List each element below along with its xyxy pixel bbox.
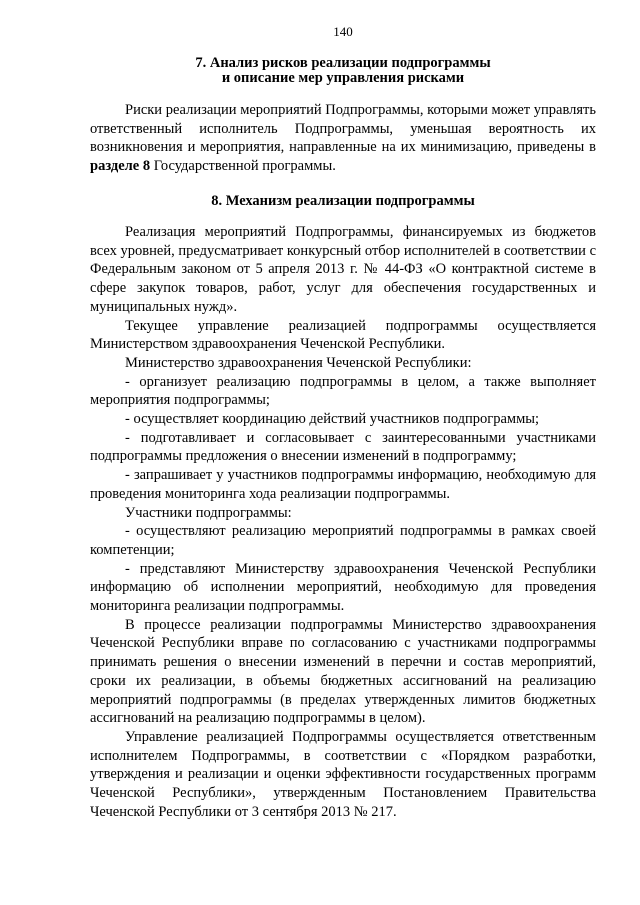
- list-item: - организует реализацию подпрограммы в целом, а также выполняет мероприятия подпрограммы;: [90, 373, 596, 409]
- paragraph: Участники подпрограммы:: [125, 504, 292, 521]
- paragraph: Министерство здравоохранения Чеченской Республики:: [125, 354, 472, 371]
- risks-paragraph: [90, 101, 596, 176]
- list-item: - представляют Министерству здравоохранения Чеченской Республики информацию об исполнении мероприятий, необходимую для проведения мониторинга реализации подпрограммы.: [90, 560, 596, 615]
- section-8-body: [90, 223, 596, 822]
- list-item: - осуществляют реализацию мероприятий подпрограммы в рамках своей компетенции;: [90, 523, 596, 558]
- section-7-title-line-2: и описание мер управления рисками: [221, 70, 465, 86]
- section-7-body: [90, 101, 596, 176]
- section-7-heading: [90, 56, 596, 86]
- risks-text-end: Государственной программы.: [150, 158, 336, 175]
- section-reference: разделе 8: [90, 158, 151, 175]
- paragraph: Реализация мероприятий Подпрограммы, финансируемых из бюджетов всех уровней, предусматривает конкурсный отбор исполнителей в соответствии с Федеральным законом от 5 апреля 2013 г. № 44-ФЗ «О контрактной системе в сфере закупок товаров, работ, услуг для обеспечения государственных и муниципальных нужд».: [90, 224, 596, 315]
- section-8-title: 8. Механизм реализации подпрограммы: [211, 193, 475, 209]
- paragraph: Управление реализацией Подпрограммы осуществляется ответственным исполнителем Подпрограммы, в соответствии с «Порядком разработки, утверждения и реализации и оценки эффективности государственных программ Чеченской Республики», утвержденным Постановлением Правительства Чеченской Республики от 3 сентября 2013 № 217.: [90, 728, 596, 820]
- list-item: - осуществляет координацию действий участников подпрограммы;: [125, 411, 540, 428]
- risks-text-start: Риски реализации мероприятий Подпрограммы, которыми может управлять ответственный исполнитель Подпрограммы, уменьшая вероятность их возникновения и мероприятия, направленные на их минимизацию, приведены в: [90, 102, 596, 156]
- paragraph: Текущее управление реализацией подпрограммы осуществляется Министерством здравоохранения Чеченской Республики.: [90, 317, 596, 353]
- list-item: - запрашивает у участников подпрограммы информацию, необходимую для проведения мониторинга хода реализации подпрограммы.: [90, 467, 596, 502]
- section-8-heading: [90, 194, 596, 209]
- page-number: 140: [333, 24, 353, 39]
- paragraph: В процессе реализации подпрограммы Министерство здравоохранения Чеченской Республики вправе по согласованию с участниками подпрограммы принимать решения о внесении изменений в перечни и состав мероприятий, сроки их реализации, в объемы бюджетных ассигнований на реализацию мероприятий подпрограммы (в пределах утвержденных лимитов бюджетных ассигнований на реализацию подпрограммы в целом).: [90, 616, 596, 727]
- section-7-title-line-1: 7. Анализ рисков реализации подпрограммы: [195, 55, 491, 71]
- list-item: - подготавливает и согласовывает с заинтересованными участниками подпрограммы предложения о внесении изменений в подпрограмму;: [90, 429, 596, 465]
